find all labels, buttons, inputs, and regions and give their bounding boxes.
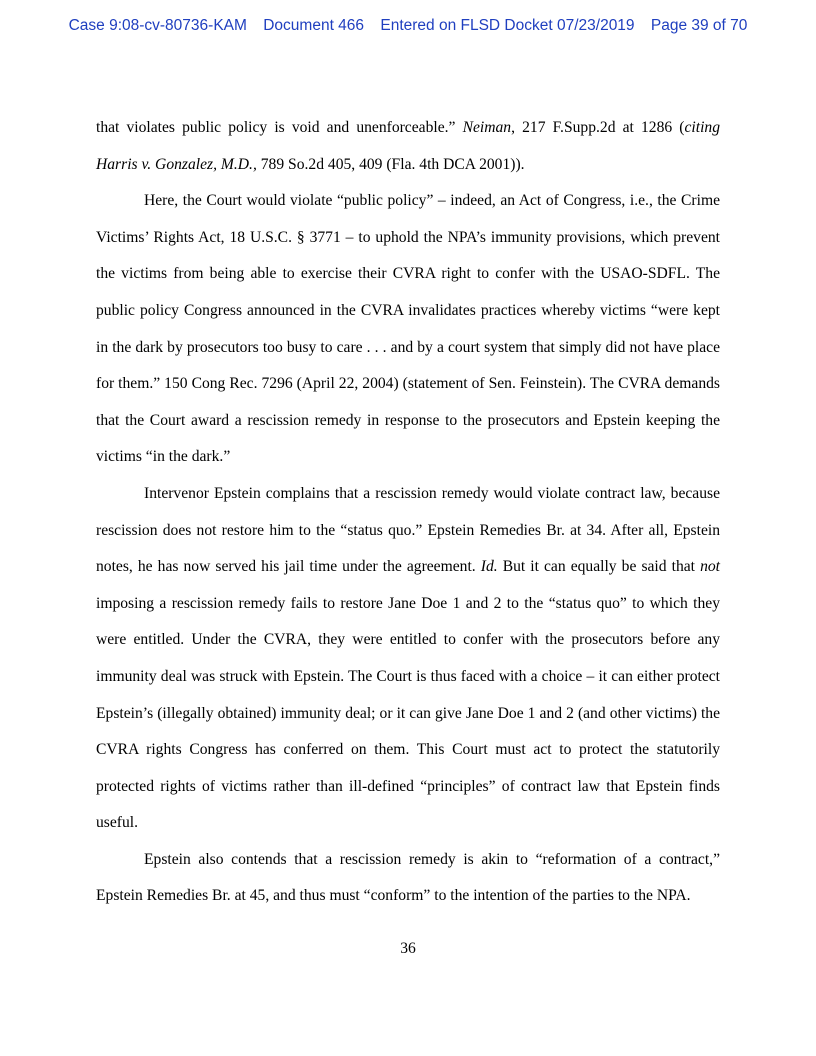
document-body bbox=[96, 110, 720, 915]
page-number: 36 bbox=[400, 940, 416, 957]
id-citation: Id. bbox=[480, 558, 498, 576]
docket-header bbox=[0, 17, 816, 35]
paragraph-1: that violates public policy is void and unenforceable.” Neiman, 217 F.Supp.2d at 1286 (citing Harris v. Gonzalez, M.D., 789 So.2d 405, 409 (Fla. 4th DCA 2001)). bbox=[96, 119, 721, 173]
emphasis-not: not bbox=[700, 558, 721, 576]
case-name-neiman: Neiman bbox=[462, 119, 512, 136]
paragraph-3: Intervenor Epstein complains that a rescission remedy would violate contract law, because rescission does not restore him to the “status quo.” Epstein Remedies Br. at 34. After all, Epstein notes, he has now served his jail time under the agreement. Id. But it can equally be said that not imposing a rescission remedy fails to restore Jane Doe 1 and 2 to the “status quo” to which they were entitled. Under the CVRA, they were entitled to confer with the prosecutors before any immunity deal was struck with Epstein. The Court is thus faced with a choice – it can either protect Epstein’s (illegally obtained) immunity deal; or it can give Jane Doe 1 and 2 (and other victims) the CVRA rights Congress has conferred on them. This Court must act to protect the statutorily protected rights of victims rather than ill-defined “principles” of contract law that Epstein finds useful. bbox=[96, 484, 721, 832]
docket-entry: Entered on FLSD Docket 07/23/2019 bbox=[380, 17, 635, 34]
paragraph-2: Here, the Court would violate “public policy” – indeed, an Act of Congress, i.e., the Crime Victims’ Rights Act, 18 U.S.C. § 3771 – to uphold the NPA’s immunity provisions, which prevent the victims from being able to exercise their CVRA right to confer with the USAO-SDFL. The public policy Congress announced in the CVRA invalidates practices whereby victims “were kept in the dark by prosecutors too busy to care . . . and by a court system that simply did not have place for them.” 150 Cong Rec. 7296 (April 22, 2004) (statement of Sen. Feinstein). The CVRA demands that the Court award a rescission remedy in response to the prosecutors and Epstein keeping the victims “in the dark.” bbox=[96, 192, 720, 466]
paragraph-4: Epstein also contends that a rescission remedy is akin to “reformation of a contract,” Epstein Remedies Br. at 45, and thus must “conform” to the intention of the parties to the NPA. bbox=[96, 850, 720, 905]
case-number: Case 9:08-cv-80736-KAM bbox=[68, 17, 247, 34]
page-of-total: Page 39 of 70 bbox=[650, 17, 748, 34]
citing-harris: citing Harris v. Gonzalez, M.D., bbox=[96, 119, 721, 173]
document-number: Document 466 bbox=[263, 17, 365, 34]
